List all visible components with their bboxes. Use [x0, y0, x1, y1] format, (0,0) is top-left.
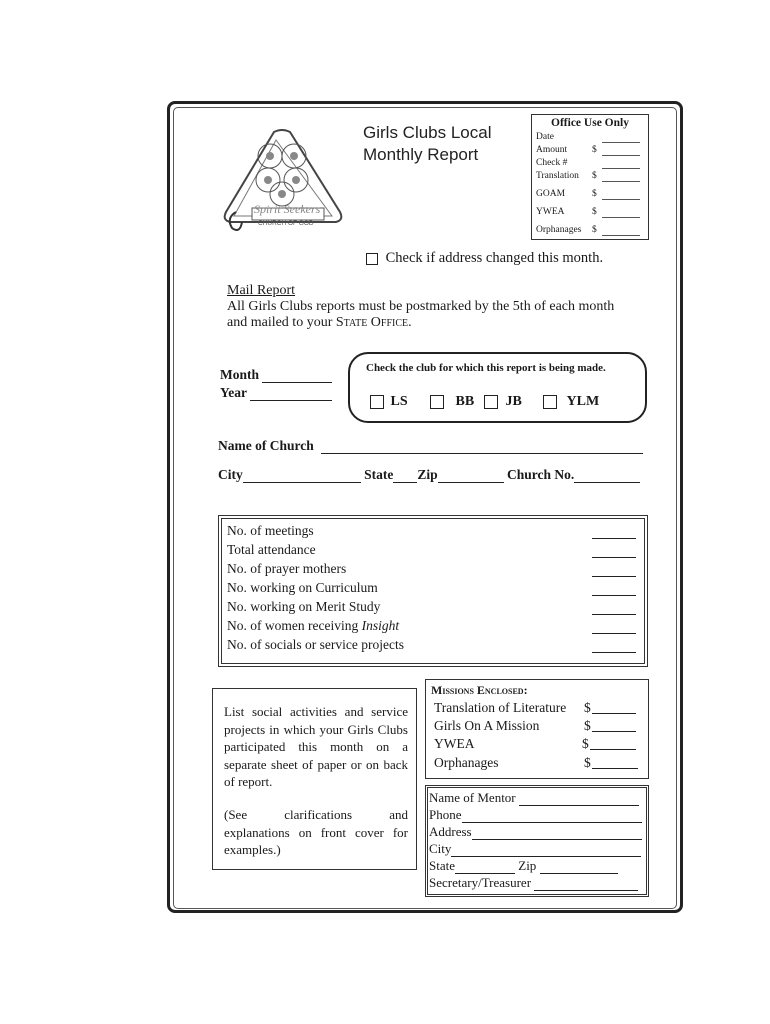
mentor-phone-label: Phone [429, 807, 462, 822]
mentor-name-label: Name of Mentor [429, 790, 516, 805]
mission-goam-label: Girls On A Mission [434, 718, 540, 733]
mail-report-line1: All Girls Clubs reports must be postmarked by the 5th of each month [227, 299, 615, 314]
mission-ywea-field[interactable] [590, 749, 636, 750]
form-title-line2: Monthly Report [363, 145, 479, 164]
mission-goam-field[interactable] [592, 731, 636, 732]
form-title [363, 122, 492, 166]
office-ywea-label: YWEA [536, 207, 565, 217]
mission-goam-dollar: $ [584, 718, 591, 733]
club-ylm-label: YLM [566, 394, 600, 409]
club-ls-label: LS [390, 394, 408, 409]
club-bb-checkbox[interactable] [430, 395, 444, 409]
stat-insight-label: No. of women receiving [227, 618, 362, 633]
stat-attendance-field[interactable] [592, 557, 636, 558]
mission-orphanages-dollar: $ [584, 755, 591, 770]
office-translation-label: Translation [536, 171, 579, 181]
church-no-field[interactable] [574, 470, 640, 483]
stat-prayer-mothers-label: No. of prayer mothers [227, 561, 347, 576]
mission-translation-dollar: $ [584, 700, 591, 715]
church-location-row [218, 467, 640, 483]
club-bb-label: BB [455, 394, 475, 409]
office-ywea-dollar: $ [592, 207, 597, 217]
stat-insight-field[interactable] [592, 633, 636, 634]
club-option-ls[interactable] [370, 394, 408, 410]
missions-header: Missions Enclosed: [431, 683, 528, 697]
mentor-address-label: Address [429, 824, 472, 839]
address-changed-label: Check if address changed this month. [385, 250, 604, 266]
mission-orphanages-field[interactable] [592, 768, 638, 769]
missions-box [428, 682, 644, 774]
mission-ywea-dollar: $ [582, 736, 589, 751]
mentor-state-field[interactable] [455, 861, 515, 874]
social-activities-instructions: List social activities and service projects in which your Girls Clubs participated this month on a separate sheet of paper or on back of report. [224, 704, 408, 789]
church-no-label: Church No. [507, 467, 575, 482]
club-jb-label: JB [505, 394, 522, 409]
mentor-secretary-field[interactable] [534, 878, 638, 891]
office-translation-field[interactable] [602, 180, 640, 182]
stat-socials-label: No. of socials or service projects [227, 637, 404, 652]
office-use-box [531, 114, 649, 240]
mail-report-line2-text: and mailed to your [227, 315, 333, 330]
mail-report-period: . [408, 315, 412, 330]
club-option-jb[interactable] [484, 394, 522, 410]
mentor-name-row [429, 790, 639, 806]
club-jb-checkbox[interactable] [484, 395, 498, 409]
club-selection-box [348, 352, 647, 423]
club-option-ylm[interactable] [543, 394, 599, 410]
office-goam-field[interactable] [602, 198, 640, 200]
stat-curriculum-label: No. working on Curriculum [227, 580, 378, 595]
office-translation-dollar: $ [592, 171, 597, 181]
month-row [220, 367, 332, 383]
mentor-address-field[interactable] [472, 827, 642, 840]
mentor-zip-label: Zip [518, 858, 537, 873]
month-label: Month [220, 367, 260, 382]
state-office-text: State Office [335, 315, 409, 330]
mission-translation-label: Translation of Literature [434, 700, 567, 715]
office-orphanages-label: Orphanages [536, 225, 582, 235]
mentor-state-label: State [429, 858, 455, 873]
address-changed-checkbox[interactable] [366, 253, 378, 265]
office-goam-dollar: $ [592, 189, 597, 199]
logo-banner-text: CHURCH OF GOD [258, 220, 314, 227]
mentor-city-row [429, 841, 641, 857]
zip-field[interactable] [438, 470, 504, 483]
mentor-secretary-label: Secretary/Treasurer [429, 875, 532, 890]
stat-prayer-mothers-field[interactable] [592, 576, 636, 577]
office-orphanages-field[interactable] [602, 234, 640, 236]
club-instruction: Check the club for which this report is being made. [366, 362, 606, 374]
mentor-secretary-row [429, 875, 638, 891]
city-label: City [218, 467, 243, 482]
office-check-field[interactable] [602, 167, 640, 169]
address-changed-row [366, 250, 603, 267]
insight-italic: Insight [361, 618, 400, 633]
stat-merit-field[interactable] [592, 614, 636, 615]
club-ylm-checkbox[interactable] [543, 395, 557, 409]
year-label: Year [220, 385, 247, 400]
office-check-label: Check # [536, 158, 568, 168]
social-activities-note: (See clarifications and explanations on front cover for examples.) [224, 807, 408, 857]
mission-orphanages-label: Orphanages [434, 755, 499, 770]
office-orphanages-dollar: $ [592, 225, 597, 235]
office-date-label: Date [536, 132, 554, 142]
mentor-state-zip-row [429, 858, 618, 874]
mail-report-heading: Mail Report [227, 283, 296, 298]
office-amount-field[interactable] [602, 154, 640, 156]
stat-curriculum-field[interactable] [592, 595, 636, 596]
logo-script-text: Spirit Seekers [254, 202, 321, 216]
year-row [220, 385, 332, 401]
stat-insight-row [227, 618, 399, 634]
stat-meetings-field[interactable] [592, 538, 636, 539]
zip-label: Zip [417, 467, 438, 482]
stat-merit-label: No. working on Merit Study [227, 599, 381, 614]
office-goam-label: GOAM [536, 189, 566, 199]
mentor-city-label: City [429, 841, 452, 856]
mail-report-section [227, 283, 614, 331]
office-ywea-field[interactable] [602, 216, 640, 218]
stat-meetings-label: No. of meetings [227, 523, 314, 538]
social-activities-box [212, 688, 417, 870]
state-label: State [364, 467, 394, 482]
city-field[interactable] [243, 470, 361, 483]
mentor-phone-row [429, 807, 642, 823]
stats-box [221, 518, 645, 664]
church-name-row [218, 438, 643, 454]
office-date-field[interactable] [602, 141, 640, 143]
office-use-header: Office Use Only [551, 117, 629, 129]
state-field[interactable] [393, 470, 417, 483]
year-field[interactable] [250, 388, 332, 401]
church-name-field[interactable] [321, 441, 643, 454]
mission-translation-field[interactable] [592, 713, 636, 714]
stat-attendance-label: Total attendance [227, 542, 316, 557]
church-name-label: Name of Church [218, 438, 314, 453]
form-title-line1: Girls Clubs Local [363, 123, 492, 142]
mentor-phone-field[interactable] [462, 810, 642, 823]
stat-socials-field[interactable] [592, 652, 636, 653]
club-ls-checkbox[interactable] [370, 395, 384, 409]
church-logo [212, 126, 352, 238]
office-amount-label: Amount [536, 145, 568, 155]
mentor-address-row [429, 824, 642, 840]
month-field[interactable] [262, 370, 332, 383]
mail-report-line2 [227, 315, 614, 331]
mentor-zip-field[interactable] [540, 861, 618, 874]
mission-ywea-label: YWEA [434, 736, 475, 751]
mentor-city-field[interactable] [451, 844, 641, 857]
club-option-bb[interactable] [430, 394, 474, 410]
mentor-box [427, 787, 647, 895]
mentor-name-field[interactable] [519, 793, 639, 806]
office-amount-dollar: $ [592, 145, 597, 155]
